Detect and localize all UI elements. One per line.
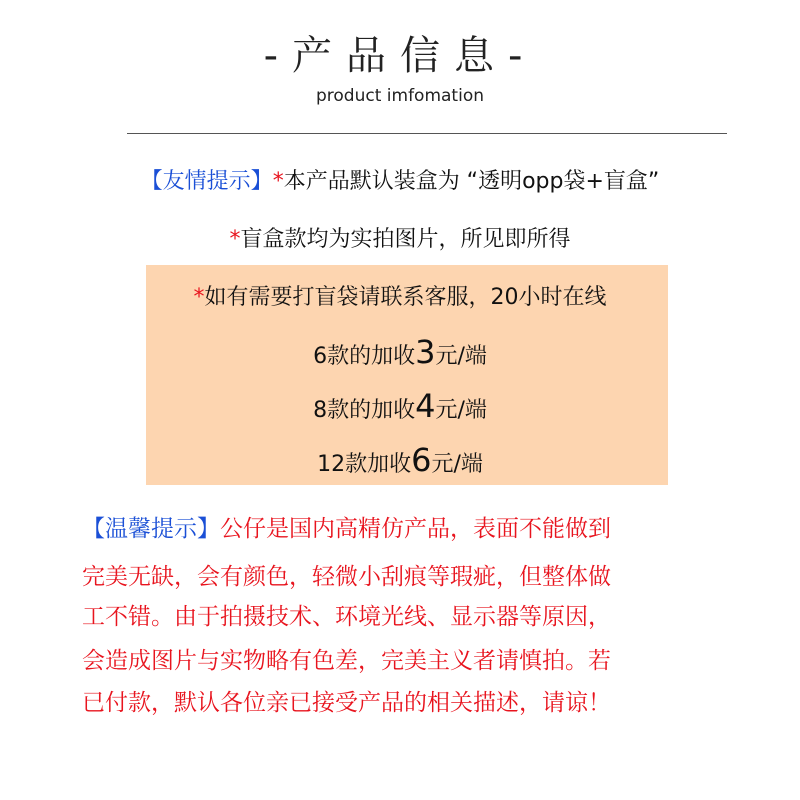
note-asterisk: *	[229, 227, 241, 252]
price-suffix: 元/端	[435, 398, 487, 423]
page-title: -产品信息-	[263, 33, 537, 79]
price-amount: 4	[415, 387, 436, 425]
warning-text: 公仔是国内高精仿产品，表面不能做到	[220, 516, 611, 542]
price-suffix: 元/端	[431, 452, 483, 477]
warning-line: 完美无缺，会有颜色，轻微小刮痕等瑕疵，但整体做	[82, 564, 611, 590]
price-row	[0, 387, 800, 427]
price-row	[0, 441, 800, 481]
price-suffix: 元/端	[435, 344, 487, 369]
friendly-tip-label: 【友情提示】	[140, 169, 273, 194]
tip-asterisk: *	[272, 169, 284, 194]
price-row	[0, 333, 800, 373]
friendly-tip-text: 本产品默认装盒为 “透明opp袋+盲盒”	[283, 169, 660, 194]
friendly-tip-line	[0, 166, 800, 198]
blind-bag-intro-text: 如有需要打盲袋请联系客服，20小时在线	[204, 285, 607, 310]
warning-line: 已付款，默认各位亲已接受产品的相关描述，请谅！	[82, 690, 611, 716]
warning-line	[82, 514, 722, 544]
price-amount: 3	[415, 333, 436, 371]
warning-line: 会造成图片与实物略有色差，完美主义者请慎拍。若	[82, 648, 611, 674]
price-prefix: 12款加收	[317, 452, 412, 477]
real-photo-text: 盲盒款均为实拍图片，所见即所得	[240, 227, 571, 252]
real-photo-note	[0, 224, 800, 256]
warning-label: 【温馨提示】	[82, 516, 220, 542]
price-prefix: 8款的加收	[313, 398, 416, 423]
header-divider	[127, 133, 727, 134]
warning-line: 工不错。由于拍摄技术、环境光线、显示器等原因，	[82, 604, 611, 630]
price-prefix: 6款的加收	[313, 344, 416, 369]
page-subtitle: product imfomation	[316, 86, 484, 106]
price-amount: 6	[411, 441, 432, 479]
intro-asterisk: *	[193, 285, 205, 310]
blind-bag-intro	[0, 282, 800, 314]
